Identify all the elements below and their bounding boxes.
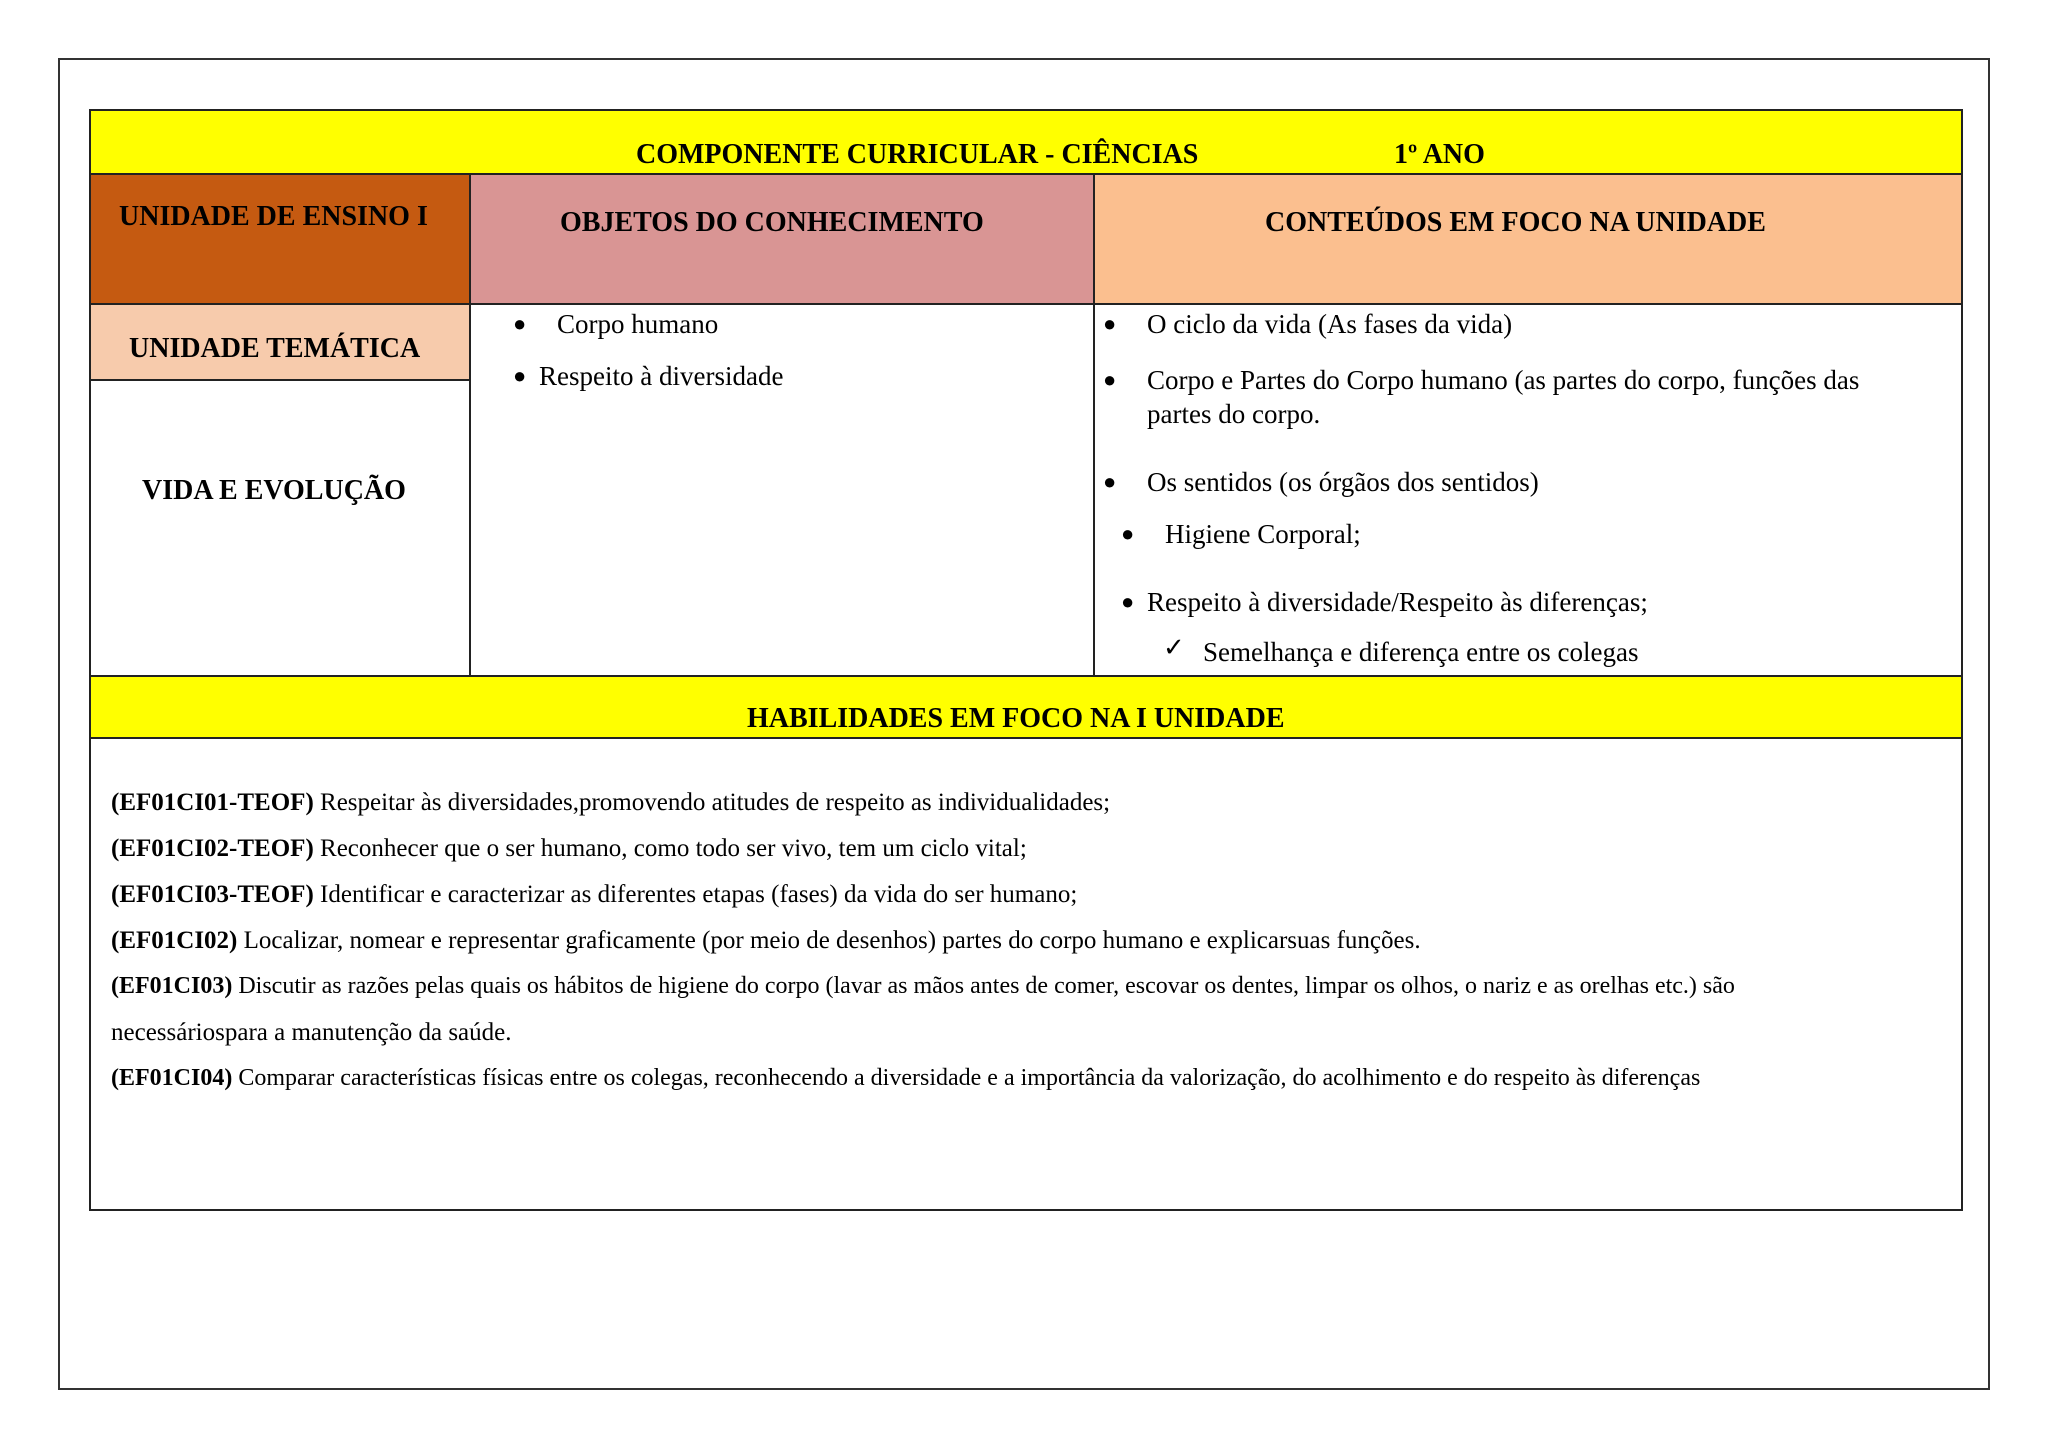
page-title: COMPONENTE CURRICULAR - CIÊNCIAS xyxy=(636,139,1199,170)
list-item: O ciclo da vida (As fases da vida) xyxy=(1147,309,1513,339)
bullet-icon: ● xyxy=(1103,469,1117,494)
skill-code: (EF01CI01-TEOF) xyxy=(111,789,314,816)
skill-code: (EF01CI02-TEOF) xyxy=(111,835,314,862)
bullet-icon: ● xyxy=(1103,311,1117,336)
conteudos-cell xyxy=(1095,305,1961,675)
bullet-icon: ● xyxy=(1121,589,1135,614)
skill-code: (EF01CI03-TEOF) xyxy=(111,881,314,908)
bullet-icon: ● xyxy=(1103,367,1117,392)
bullet-icon: ● xyxy=(513,311,527,336)
skill-text: Identificar e caracterizar as diferentes etapas (fases) da vida do ser humano; xyxy=(313,881,1078,908)
habilidades-title: HABILIDADES EM FOCO NA I UNIDADE xyxy=(747,703,1285,734)
list-item: Corpo e Partes do Corpo humano (as partes do corpo, funções das xyxy=(1147,365,1860,395)
skill-item-continuation xyxy=(111,1019,512,1047)
list-item: Higiene Corporal; xyxy=(1165,519,1361,549)
skill-code: (EF01CI03) xyxy=(111,973,233,999)
skill-item xyxy=(111,1065,1700,1092)
skill-text: Reconhecer que o ser humano, como todo ser vivo, tem um ciclo vital; xyxy=(313,835,1027,862)
curriculum-table xyxy=(89,109,1963,1211)
objetos-cell xyxy=(471,305,1095,675)
skill-text: Discutir as razões pelas quais os hábitos de higiene do corpo (lavar as mãos antes de comer, escovar os dentes, limpar os olhos, o nariz e as orelhas etc.) são xyxy=(232,973,1735,999)
tematica-value: VIDA E EVOLUÇÃO xyxy=(142,475,406,506)
title-bar xyxy=(91,111,1961,175)
list-item: Respeito à diversidade/Respeito às diferenças; xyxy=(1147,587,1648,617)
checkmark-icon: ✓ xyxy=(1163,633,1185,662)
skill-item xyxy=(111,881,1077,909)
header-conteudos xyxy=(1095,175,1961,305)
header-objetos xyxy=(471,175,1095,305)
bullet-icon: ● xyxy=(1121,521,1135,546)
header-unidade-ensino-label: UNIDADE DE ENSINO I xyxy=(119,201,428,232)
year-label: 1º ANO xyxy=(1394,139,1485,170)
tematica-label: UNIDADE TEMÁTICA xyxy=(129,333,421,364)
tematica-label-cell xyxy=(91,305,471,381)
skill-item xyxy=(111,973,1735,1000)
skill-item xyxy=(111,789,1110,817)
header-objetos-label: OBJETOS DO CONHECIMENTO xyxy=(560,207,984,238)
list-item-continuation: partes do corpo. xyxy=(1147,399,1321,429)
list-item: Corpo humano xyxy=(557,309,719,339)
list-item: Semelhança e diferença entre os colegas xyxy=(1203,637,1639,667)
list-item: Os sentidos (os órgãos dos sentidos) xyxy=(1147,467,1539,497)
skill-text: Comparar características físicas entre os colegas, reconhecendo a diversidade e a importância da valorização, do acolhimento e do respeito às diferenças xyxy=(232,1065,1701,1091)
skill-item xyxy=(111,927,1421,955)
habilidades-bar xyxy=(91,675,1961,739)
skill-text: necessáriospara a manutenção da saúde. xyxy=(111,1019,512,1046)
skill-text: Respeitar às diversidades,promovendo atitudes de respeito as individualidades; xyxy=(313,789,1111,816)
habilidades-list xyxy=(91,739,1961,1209)
skill-text: Localizar, nomear e representar graficamente (por meio de desenhos) partes do corpo humano e explicarsuas funções. xyxy=(237,927,1421,954)
list-item: Respeito à diversidade xyxy=(539,361,784,391)
bullet-icon: ● xyxy=(513,363,527,388)
tematica-value-cell xyxy=(91,381,471,675)
skill-item xyxy=(111,835,1027,863)
skill-code: (EF01CI04) xyxy=(111,1065,233,1091)
header-conteudos-label: CONTEÚDOS EM FOCO NA UNIDADE xyxy=(1265,207,1766,238)
skill-code: (EF01CI02) xyxy=(111,927,238,954)
header-unidade-ensino xyxy=(91,175,471,305)
